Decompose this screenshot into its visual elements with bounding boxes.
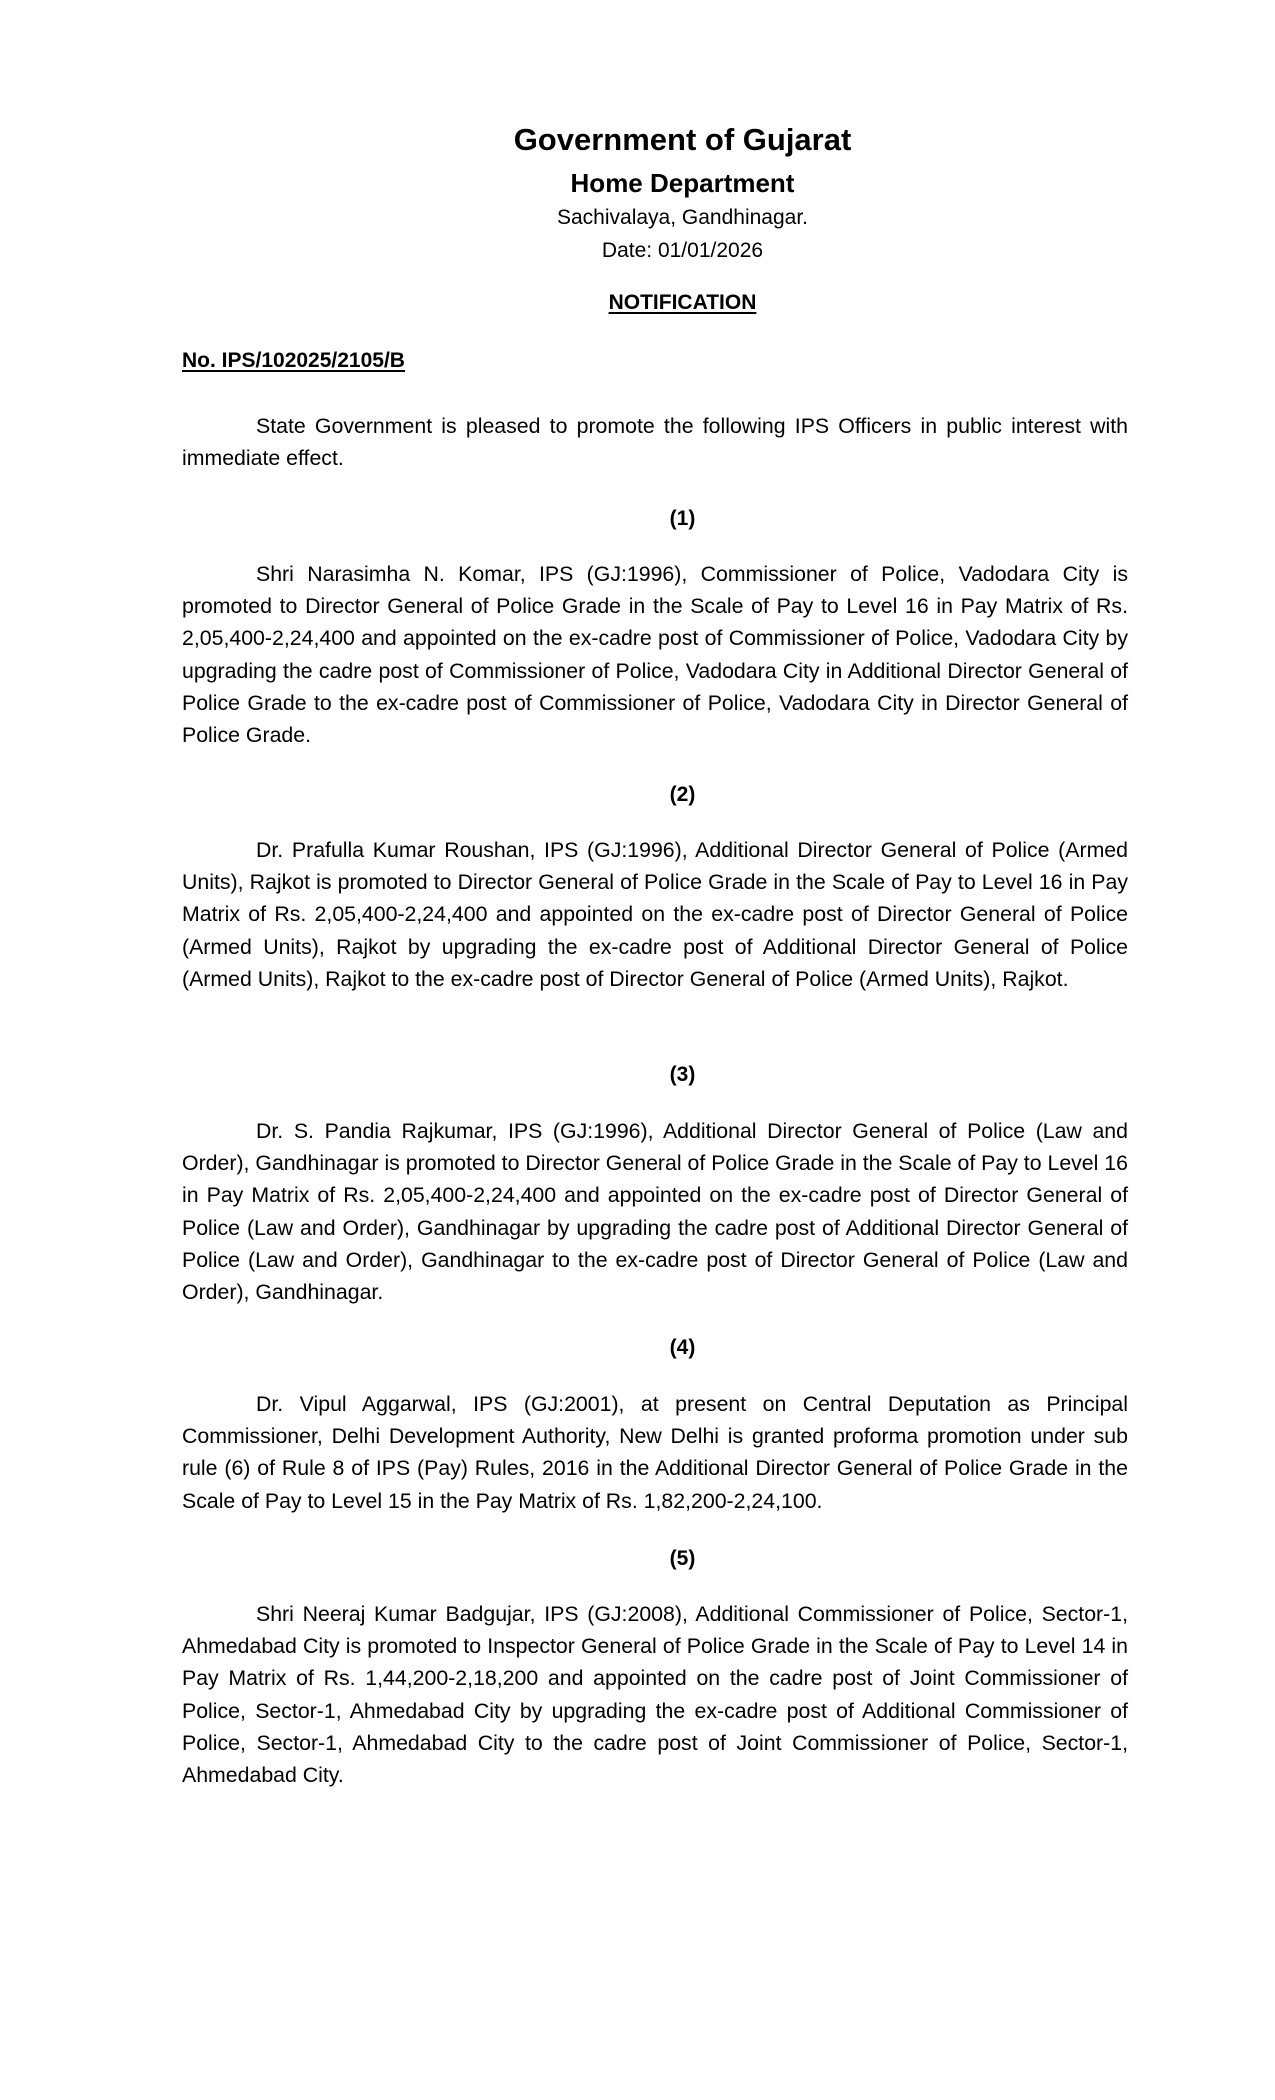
department-name: Home Department (570, 168, 795, 198)
section-number: (3) (669, 1063, 696, 1086)
office-address: Sachivalaya, Gandhinagar. (556, 206, 808, 229)
section-paragraph: Dr. S. Pandia Rajkumar, IPS (GJ:1996), Additional Director General of Police (Law and Order), Gandhinagar is promoted to Director General of Police Grade in the Scale of Pay to Level 16 in Pay Matrix of Rs. 2,05,400-2,24,400 and appointed on the ex-cadre post of Director General of Police (Law and Order), Gandhinagar by upgrading the cadre post of Additional Director General of Police (Law and Order), Gandhinagar to the ex-cadre post of Director General of Police (Law and Order), Gandhinagar. (182, 1119, 1128, 1305)
notification-date: Date: 01/01/2026 (601, 239, 764, 262)
section-paragraph: Dr. Vipul Aggarwal, IPS (GJ:2001), at present on Central Deputation as Principal Commissioner, Delhi Development Authority, New Delhi is granted proforma promotion under sub rule (6) of Rule 8 of IPS (Pay) Rules, 2016 in the Additional Director General of Police Grade in the Scale of Pay to Level 15 in the Pay Matrix of Rs. 1,82,200-2,24,100. (182, 1392, 1128, 1513)
section-paragraph: Dr. Prafulla Kumar Roushan, IPS (GJ:1996), Additional Director General of Police (Armed Units), Rajkot is promoted to Director General of Police Grade in the Scale of Pay to Level 16 in Pay Matrix of Rs. 2,05,400-2,24,400 and appointed on the ex-cadre post of Director General of Police (Armed Units), Rajkot by upgrading the ex-cadre post of Additional Director General of Police (Armed Units), Rajkot to the ex-cadre post of Director General of Police (Armed Units), Rajkot. (182, 838, 1128, 991)
document-type-heading (0, 289, 1275, 317)
section-number: (4) (669, 1336, 696, 1359)
document-type-label: NOTIFICATION (608, 291, 757, 314)
intro-paragraph: State Government is pleased to promote the following IPS Officers in public interest with immediate effect. (182, 414, 1128, 471)
section-paragraph: Shri Narasimha N. Komar, IPS (GJ:1996), Commissioner of Police, Vadodara City is promoted to Director General of Police Grade in the Scale of Pay to Level 16 in Pay Matrix of Rs. 2,05,400-2,24,400 and appointed on the ex-cadre post of Commissioner of Police, Vadodara City by upgrading the cadre post of Commissioner of Police, Vadodara City in Additional Director General of Police Grade to the ex-cadre post of Commissioner of Police, Vadodara City in Director General of Police Grade. (182, 562, 1128, 748)
organization-title: Government of Gujarat (513, 122, 852, 157)
section-number: (1) (669, 507, 696, 530)
reference-number: No. IPS/102025/2105/B (182, 349, 405, 372)
section-number: (5) (669, 1547, 696, 1570)
section-paragraph: Shri Neeraj Kumar Badgujar, IPS (GJ:2008), Additional Commissioner of Police, Sector-1, Ahmedabad City is promoted to Inspector General of Police Grade in the Scale of Pay to Level 14 in Pay Matrix of Rs. 1,44,200-2,18,200 and appointed on the cadre post of Joint Commissioner of Police, Sector-1, Ahmedabad City by upgrading the ex-cadre post of Additional Commissioner of Police, Sector-1, Ahmedabad City to the cadre post of Joint Commissioner of Police, Sector-1, Ahmedabad City. (182, 1602, 1128, 1788)
section-number: (2) (669, 783, 696, 806)
